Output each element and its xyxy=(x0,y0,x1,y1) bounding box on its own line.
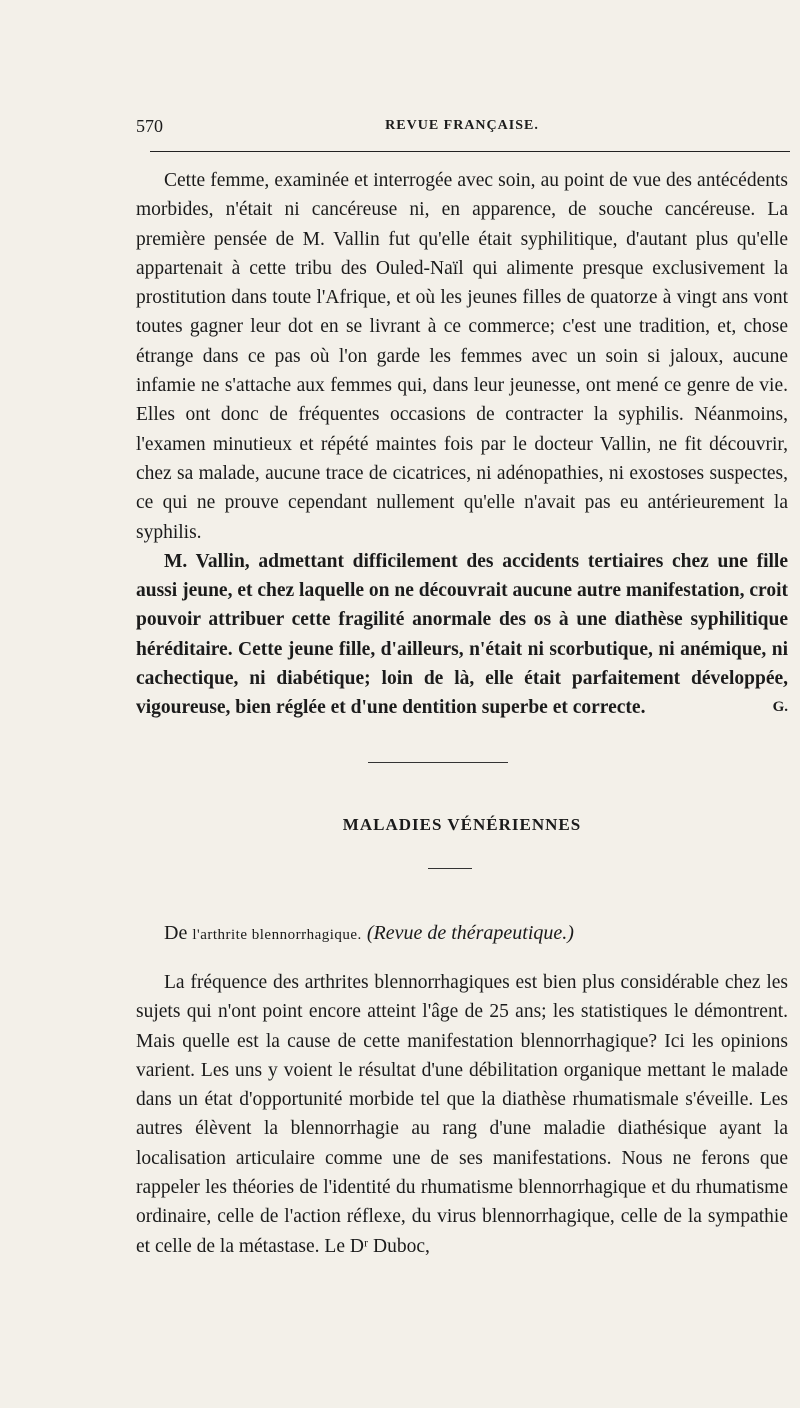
section-title: MALADIES VÉNÉRIENNES xyxy=(342,815,582,834)
paragraph: Cette femme, examinée et interrogée avec soin, au point de vue des antécédents morbides, n'était ni cancéreuse ni, en apparence, de souche cancéreuse. La première pensée de M. Vallin fut qu'elle était syphilitique, d'autant plus qu'elle appartenait à cette tribu des Ouled-Naïl qui alimente presque exclusivement la prostitution dans toute l'Afrique, et où les jeunes filles de quatorze à vingt ans vont toutes gagner leur dot en se livrant à ce commerce; c'est une tradition, et, chose étrange dans ce pas où l'on garde les femmes avec un soin si jaloux, aucune infamie ne s'attache aux femmes qui, dans leur jeunesse, ont mené ce genre de vie. Elles ont donc de fréquentes occasions de contracter la syphilis. Néanmoins, l'examen minutieux et répété maintes fois par le docteur Vallin, ne fit découvrir, chez sa malade, aucune trace de cicatrices, ni adénopathies, ni exostoses suspectes, ce qui ne prouve cependant nullement qu'elle n'avait pas eu antérieurement la syphilis. xyxy=(136,170,788,543)
signature: G. xyxy=(772,699,788,716)
article-heading-title: l'arthrite blennorrhagique. xyxy=(192,927,362,943)
article-heading-prefix: De xyxy=(164,922,193,944)
page-number: 570 xyxy=(136,116,163,136)
paragraph-text: M. Vallin, admettant difficilement des accidents tertiaires chez une fille aussi jeune, et chez laquelle on ne découvrait aucune autre manifestation, croit pouvoir attribuer cette fragilité anormale des os à une diathèse syphilitique héréditaire. Cette jeune fille, d'ailleurs, n'était ni scorbutique, ni anémique, ni cachectique, ni diabétique; loin de là, elle était parfaitement développée, vigoureuse, bien réglée et d'une dentition superbe et correcte. xyxy=(136,550,788,719)
article-heading xyxy=(164,922,788,945)
section-divider xyxy=(368,762,508,763)
article-source: (Revue de thérapeutique.) xyxy=(366,922,574,944)
paragraph: La fréquence des arthrites blennorrhagiques est bien plus considérable chez les sujets qui n'ont point encore atteint l'âge de 25 ans; les statistiques le démontrent. Mais quelle est la cause de cette manifestation blennorrhagique? Ici les opinions varient. Les uns y voient le résultat d'une débilitation organique mettant le malade dans un état d'opportunité morbide tel que la diathèse rhumatismale s'éveille. Les autres élèvent la blennorrhagie au rang d'une maladie diathésique ayant la localisation articulaire comme une de ses manifestations. Nous ne ferons que rappeler les théories de l'identité du rhumatisme blennorrhagique et du rhumatisme ordinaire, celle de l'action réflexe, du virus blennorrhagique, celle de la sympathie et celle de la métastase. Le Dʳ Duboc, xyxy=(136,972,788,1257)
header-rule xyxy=(150,151,790,152)
body-text-upper xyxy=(136,166,788,723)
section-rule xyxy=(428,868,472,869)
running-title: REVUE FRANÇAISE. xyxy=(385,118,539,133)
paragraph xyxy=(136,547,788,723)
page-header xyxy=(136,116,788,138)
body-text-lower xyxy=(136,968,788,1261)
